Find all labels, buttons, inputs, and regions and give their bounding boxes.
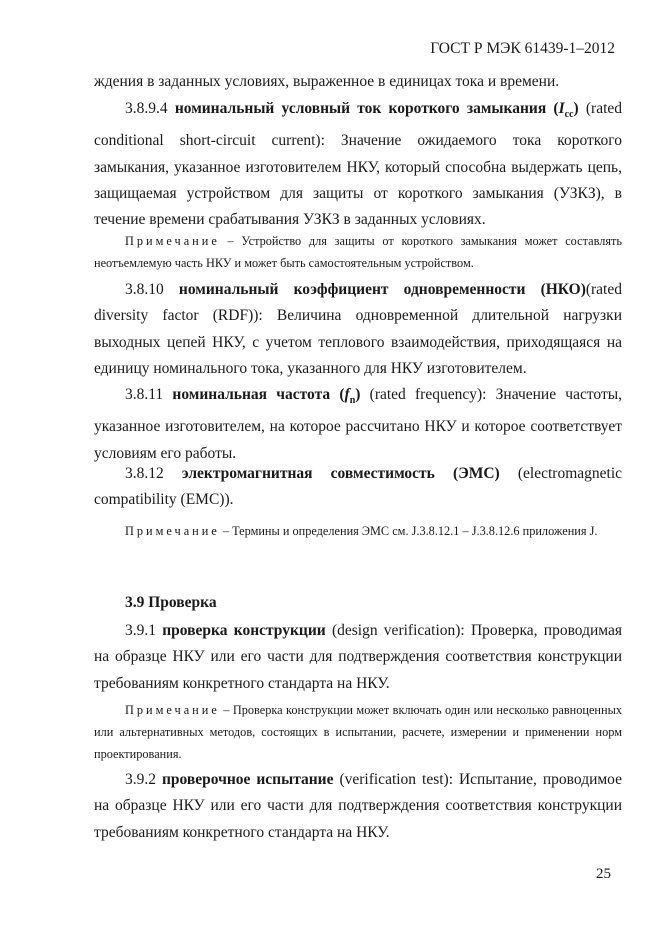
clause-number: 3.8.12 [125, 465, 164, 482]
clause-number: 3.9.2 [125, 771, 156, 788]
term-title: номинальный коэффициент одновременности (НКО) [178, 281, 586, 298]
term-title: проверочное испытание [161, 771, 334, 788]
term-title: электромагнитная совместимость (ЭМС) [181, 465, 500, 482]
definition-text: (electromagnetic compatibility (EMC)). [94, 465, 623, 509]
clause-number: 3.8.9.4 [125, 100, 168, 117]
note-label: Примечание [125, 234, 220, 248]
note-text: – Устройство для защиты от короткого замыкания может составлять неотъемлемую часть НКУ и может быть самостоятельным устройством. [94, 234, 622, 270]
note-text: – Проверка конструкции может включать один или несколько равноценных или альтернативных методов, состоящих в испытании, расчете, измерении и применении норм проектирования. [94, 703, 622, 761]
note-text: – Термины и определения ЭМС см. J.3.8.12.1 – J.3.8.12.6 приложения J. [219, 524, 598, 538]
section-3-9 [94, 590, 622, 616]
clause-number: 3.8.10 [125, 281, 164, 298]
definition-text: (rated frequency): Значение частоты, указанное изготовителем, на которое рассчитано НКУ и которое соответствует условиям его работы. [94, 386, 623, 462]
document-header: ГОСТ Р МЭК 61439-1–2012 [430, 40, 615, 57]
clause-number: 3.8.11 [125, 386, 164, 403]
clause-3-8-12 [94, 461, 622, 514]
clause-3-9-2 [94, 767, 622, 846]
term-title: проверка конструкции [162, 622, 326, 639]
term-title: номинальный условный ток короткого замыкания [174, 100, 547, 117]
note-3 [94, 699, 622, 765]
symbol: f [344, 386, 350, 403]
note-2 [94, 520, 622, 542]
definition-text: (rated diversity factor (RDF)): Величина одновременной длительной нагрузки выходных цепей НКУ, с учетом теплового взаимодействия, приходящаяся на единицу номинального тока, указанного для НКУ изготовителем. [94, 281, 622, 377]
clause-3-9-1 [94, 618, 622, 697]
clause-3-8-10 [94, 277, 622, 382]
definition-text: (verification test): Испытание, проводимое на образце НКУ или его части для подтверждения соответствия конструкции требованиям конкретного стандарта на НКУ. [94, 771, 623, 841]
clause-number: 3.9.1 [125, 622, 156, 639]
note-label: Примечание [125, 703, 220, 717]
clause-3-8-9-4: 3.8.9.4 номинальный условный ток короткого замыкания $(I_{cc})$ (rated conditional short-circuit current): Значение ожидаемого тока короткого замыкания, указанное изготовителем НКУ, который способна выдержать цепь, защищаемая устройством для защиты от короткого замыкания (УЗКЗ), в течение времени срабатывания УЗКЗ в заданных условиях. [94, 100, 623, 229]
note-label: Примечание [125, 524, 220, 538]
note-1 [94, 230, 622, 274]
definition-text: (design verification): Проверка, проводимая на образце НКУ или его части для подтверждения соответствия конструкции требованиям конкретного стандарта на НКУ. [94, 622, 623, 692]
page-body [94, 69, 622, 95]
symbol: I [558, 100, 565, 117]
continuation-line: ждения в заданных условиях, выраженное в единицах тока и времени. [94, 73, 560, 90]
page-number: 25 [596, 866, 611, 882]
clause-3-8-11: 3.8.11 номинальная частота $(f_n)$ (rated frequency): Значение частоты, указанное изготовителем, на которое рассчитано НКУ и которое соответствует условиям его работы. [94, 386, 623, 462]
definition-text: (rated conditional short-circuit current): Значение ожидаемого тока короткого замыкания, указанное изготовителем НКУ, который способна выдержать цепь, защищаемая устройством для защиты от короткого замыкания (УЗКЗ), в течение времени срабатывания УЗКЗ в заданных условиях. [94, 100, 623, 229]
section-title: 3.9 Проверка [125, 594, 217, 611]
term-title: номинальная частота [172, 386, 331, 403]
